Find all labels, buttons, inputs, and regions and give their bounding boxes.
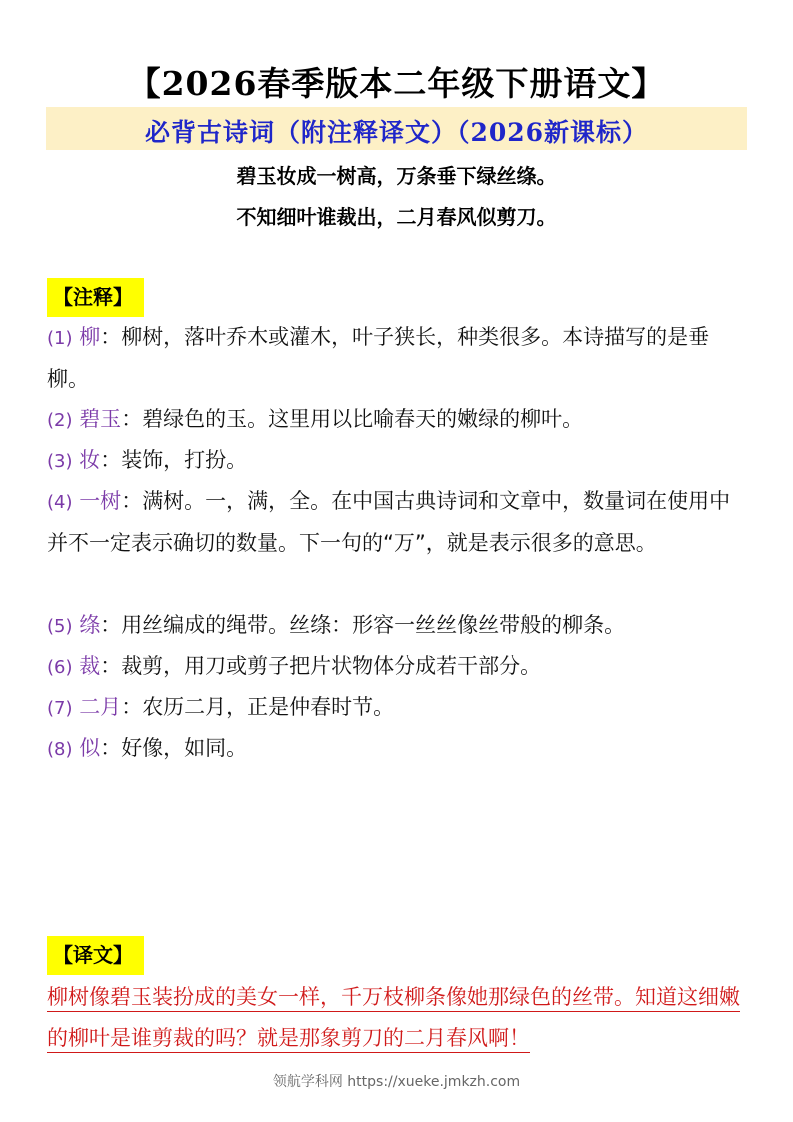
note-number: (2) (47, 410, 73, 431)
note-term: 似 (79, 736, 101, 760)
note-separator: ： (100, 736, 122, 760)
note-item (47, 605, 747, 647)
note-text: 碧绿色的玉。这里用以比喻春天的嫩绿的柳叶。 (142, 407, 584, 431)
note-number: (7) (47, 698, 73, 719)
note-separator: ： (121, 695, 143, 719)
page-title: 【2026春季版本二年级下册语文】 (127, 64, 666, 103)
note-separator: ： (100, 654, 122, 678)
translation-text: 柳树像碧玉装扮成的美女一样，千万枝柳条像她那绿色的丝带。知道这细嫩的柳叶是谁剪裁的吗？就是那象剪刀的二月春风啊！ (47, 985, 740, 1053)
note-separator: ： (100, 448, 122, 472)
note-number: (6) (47, 657, 73, 678)
note-item (47, 440, 747, 482)
note-separator: ： (121, 489, 143, 513)
note-separator: ： (100, 613, 122, 637)
note-number: (5) (47, 616, 73, 637)
note-item (47, 728, 747, 770)
notes-heading: 【注释】 (47, 278, 144, 317)
note-number: (8) (47, 739, 73, 760)
translation-text-block (47, 977, 747, 1059)
note-item (47, 317, 747, 400)
note-number: (3) (47, 451, 73, 472)
note-term: 柳 (79, 325, 101, 349)
note-term: 碧玉 (79, 407, 122, 431)
note-item (47, 687, 747, 729)
footer-source: 领航学科网 https://xueke.jmkzh.com (272, 1074, 521, 1090)
translation-heading: 【译文】 (47, 936, 144, 975)
note-term: 一树 (79, 489, 122, 513)
note-item (47, 481, 747, 564)
note-number: (1) (47, 328, 73, 349)
note-text: 满树。一，满，全。在中国古典诗词和文章中，数量词在使用中并不一定表示确切的数量。下一句的“万”，就是表示很多的意思。 (47, 489, 731, 555)
note-text: 柳树，落叶乔木或灌木，叶子狭长，种类很多。本诗描写的是垂柳。 (47, 325, 710, 391)
note-text: 用丝编成的绳带。丝绦：形容一丝丝像丝带般的柳条。 (121, 613, 626, 637)
note-item (47, 399, 747, 441)
note-term: 绦 (79, 613, 101, 637)
note-text: 裁剪，用刀或剪子把片状物体分成若干部分。 (121, 654, 542, 678)
note-text: 好像，如同。 (121, 736, 248, 760)
note-term: 裁 (79, 654, 101, 678)
note-number: (4) (47, 492, 73, 513)
note-text: 农历二月，正是仲春时节。 (142, 695, 395, 719)
poem-line-1: 碧玉妆成一树高，万条垂下绿丝绦。 (236, 164, 557, 188)
note-term: 妆 (79, 448, 101, 472)
page-subtitle: 必背古诗词（附注释译文）（2026新课标） (144, 118, 649, 147)
note-separator: ： (100, 325, 122, 349)
poem-line-2: 不知细叶谁裁出，二月春风似剪刀。 (236, 205, 557, 229)
note-term: 二月 (79, 695, 122, 719)
note-text: 装饰，打扮。 (121, 448, 248, 472)
note-separator: ： (121, 407, 143, 431)
note-item (47, 646, 747, 688)
